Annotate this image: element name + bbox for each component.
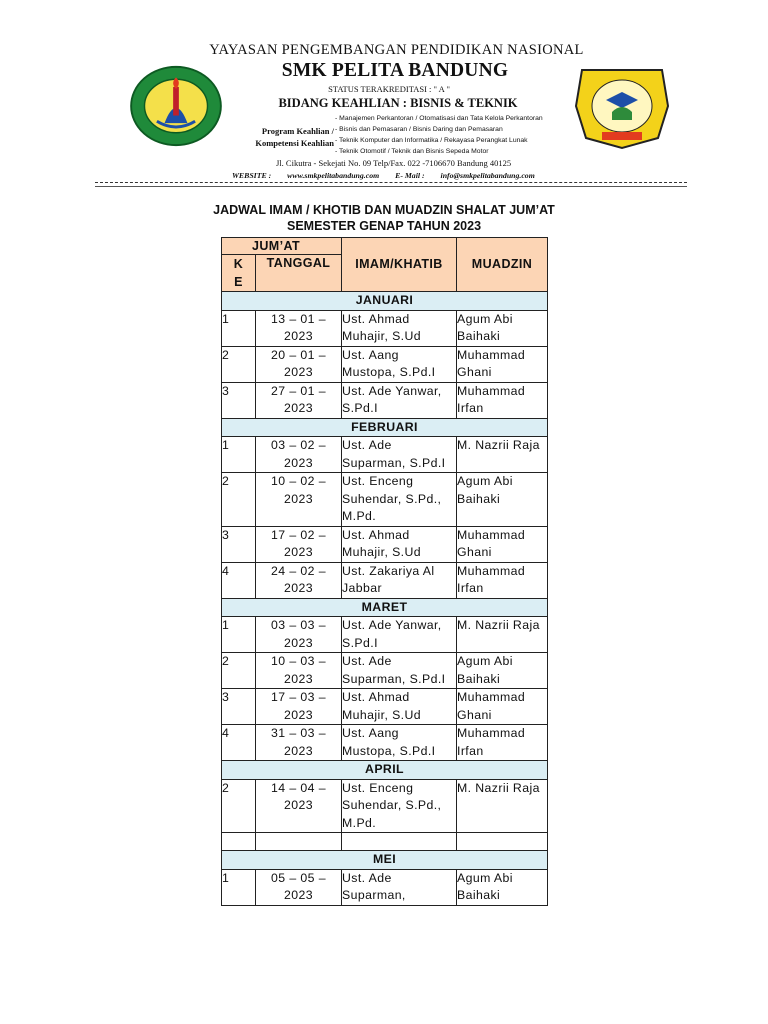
month-row: MARET (222, 598, 548, 617)
table-row (222, 617, 548, 653)
cell-imam: Ust. Ade Yanwar, S.Pd.I (342, 382, 457, 418)
cell-muadzin: Muhammad Ghani (457, 346, 548, 382)
cell-no (222, 833, 256, 851)
cell-muadzin: M. Nazrii Raja (457, 437, 548, 473)
table-row (222, 473, 548, 527)
cell-imam: Ust. Ahmad Muhajir, S.Ud (342, 526, 457, 562)
cell-muadzin: Muhammad Irfan (457, 562, 548, 598)
table-row (222, 526, 548, 562)
cell-muadzin (457, 833, 548, 851)
program-labels (248, 125, 334, 149)
table-row (222, 869, 548, 905)
document-subtitle: SEMESTER GENAP TAHUN 2023 (286, 219, 482, 233)
school-address: Jl. Cikutra - Sekejati No. 09 Telp/Fax. 022 -7106670 Bandung 40125 (276, 158, 512, 168)
cell-imam: Ust. Enceng Suhendar, S.Pd., M.Pd. (342, 779, 457, 833)
cell-date (256, 833, 342, 851)
month-row: FEBRUARI (222, 418, 548, 437)
cell-muadzin: Agum Abi Baihaki (457, 473, 548, 527)
table-row (222, 725, 548, 761)
header-muadzin: MUADZIN (457, 238, 548, 292)
table-row (222, 653, 548, 689)
cell-muadzin: Muhammad Irfan (457, 382, 548, 418)
cell-muadzin: M. Nazrii Raja (457, 779, 548, 833)
table-row (222, 382, 548, 418)
program-item: - Manajemen Perkantoran / Otomatisasi dan Tata Kelola Perkantoran (335, 115, 543, 122)
cell-imam: Ust. Ahmad Muhajir, S.Ud (342, 310, 457, 346)
cell-muadzin: Agum Abi Baihaki (457, 869, 548, 905)
cell-date: 03 – 02 – 2023 (256, 437, 342, 473)
month-row: APRIL (222, 761, 548, 780)
header-ke-1: K (233, 257, 244, 271)
cell-muadzin: Agum Abi Baihaki (457, 653, 548, 689)
cell-imam: Ust. Ade Yanwar, S.Pd.I (342, 617, 457, 653)
schedule-table (221, 237, 548, 906)
cell-date: 10 – 02 – 2023 (256, 473, 342, 527)
foundation-name: YAYASAN PENGEMBANGAN PENDIDIKAN NASIONAL (209, 42, 584, 58)
table-row (222, 562, 548, 598)
header-jumat: JUM’AT (222, 238, 342, 255)
cell-no: 2 (222, 473, 256, 527)
cell-no: 1 (222, 437, 256, 473)
cell-imam: Ust. Ahmad Muhajir, S.Ud (342, 689, 457, 725)
program-item: - Teknik Komputer dan Informatika / Rekayasa Perangkat Lunak (335, 137, 528, 144)
cell-muadzin: Muhammad Ghani (457, 526, 548, 562)
cell-date: 17 – 03 – 2023 (256, 689, 342, 725)
cell-date: 17 – 02 – 2023 (256, 526, 342, 562)
email-link[interactable]: info@smkpelitabandung.com (440, 171, 535, 180)
cell-no: 2 (222, 653, 256, 689)
program-label: Program Keahlian / (261, 126, 334, 136)
cell-imam: Ust. Enceng Suhendar, S.Pd., M.Pd. (342, 473, 457, 527)
table-row (222, 310, 548, 346)
website-link[interactable]: www.smkpelitabandung.com (287, 171, 380, 180)
cell-no: 1 (222, 869, 256, 905)
cell-date: 10 – 03 – 2023 (256, 653, 342, 689)
table-row (222, 346, 548, 382)
cell-imam (342, 833, 457, 851)
cell-imam: Ust. Ade Suparman, (342, 869, 457, 905)
cell-imam: Ust. Aang Mustopa, S.Pd.I (342, 346, 457, 382)
cell-no: 2 (222, 346, 256, 382)
cell-imam: Ust. Zakariya Al Jabbar (342, 562, 457, 598)
cell-no: 3 (222, 382, 256, 418)
cell-date: 20 – 01 – 2023 (256, 346, 342, 382)
table-header-row (222, 238, 548, 255)
cell-no: 1 (222, 617, 256, 653)
cell-muadzin: Agum Abi Baihaki (457, 310, 548, 346)
month-row: JANUARI (222, 292, 548, 311)
program-item: - Bisnis dan Pemasaran / Bisnis Daring dan Pemasaran (335, 126, 503, 133)
cell-no: 3 (222, 526, 256, 562)
website-label: WEBSITE : (232, 171, 272, 180)
header-tanggal: TANGGAL (256, 255, 342, 292)
cell-date: 13 – 01 – 2023 (256, 310, 342, 346)
cell-no: 4 (222, 562, 256, 598)
cell-muadzin: Muhammad Irfan (457, 725, 548, 761)
cell-muadzin: M. Nazrii Raja (457, 617, 548, 653)
cell-date: 03 – 03 – 2023 (256, 617, 342, 653)
cell-imam: Ust. Ade Suparman, S.Pd.I (342, 653, 457, 689)
header-ke-2: E (234, 275, 243, 289)
letterhead-divider (95, 186, 687, 187)
school-name: SMK PELITA BANDUNG (281, 60, 509, 81)
accreditation-status: STATUS TERAKREDITASI : " A " (328, 84, 450, 94)
contact-line (232, 171, 549, 180)
table-row (222, 833, 548, 851)
month-row: MEI (222, 851, 548, 870)
letterhead-divider (95, 182, 687, 183)
cell-date: 14 – 04 – 2023 (256, 779, 342, 833)
table-row (222, 437, 548, 473)
program-item: - Teknik Otomotif / Teknik dan Bisnis Sepeda Motor (335, 148, 489, 155)
field-of-expertise: BIDANG KEAHLIAN : BISNIS & TEKNIK (278, 96, 518, 110)
cell-date: 05 – 05 – 2023 (256, 869, 342, 905)
program-list (335, 113, 543, 157)
cell-date: 31 – 03 – 2023 (256, 725, 342, 761)
table-row (222, 689, 548, 725)
competency-label: Kompetensi Keahlian (255, 138, 334, 148)
cell-no: 4 (222, 725, 256, 761)
cell-muadzin: Muhammad Ghani (457, 689, 548, 725)
cell-date: 24 – 02 – 2023 (256, 562, 342, 598)
cell-imam: Ust. Aang Mustopa, S.Pd.I (342, 725, 457, 761)
cell-imam: Ust. Ade Suparman, S.Pd.I (342, 437, 457, 473)
cell-no: 2 (222, 779, 256, 833)
cell-no: 3 (222, 689, 256, 725)
header-ke (222, 255, 256, 292)
document-title: JADWAL IMAM / KHOTIB DAN MUADZIN SHALAT JUM’AT (213, 203, 555, 217)
cell-no: 1 (222, 310, 256, 346)
header-imam: IMAM/KHATIB (342, 238, 457, 292)
table-row (222, 779, 548, 833)
cell-date: 27 – 01 – 2023 (256, 382, 342, 418)
email-label: E- Mail : (395, 171, 425, 180)
